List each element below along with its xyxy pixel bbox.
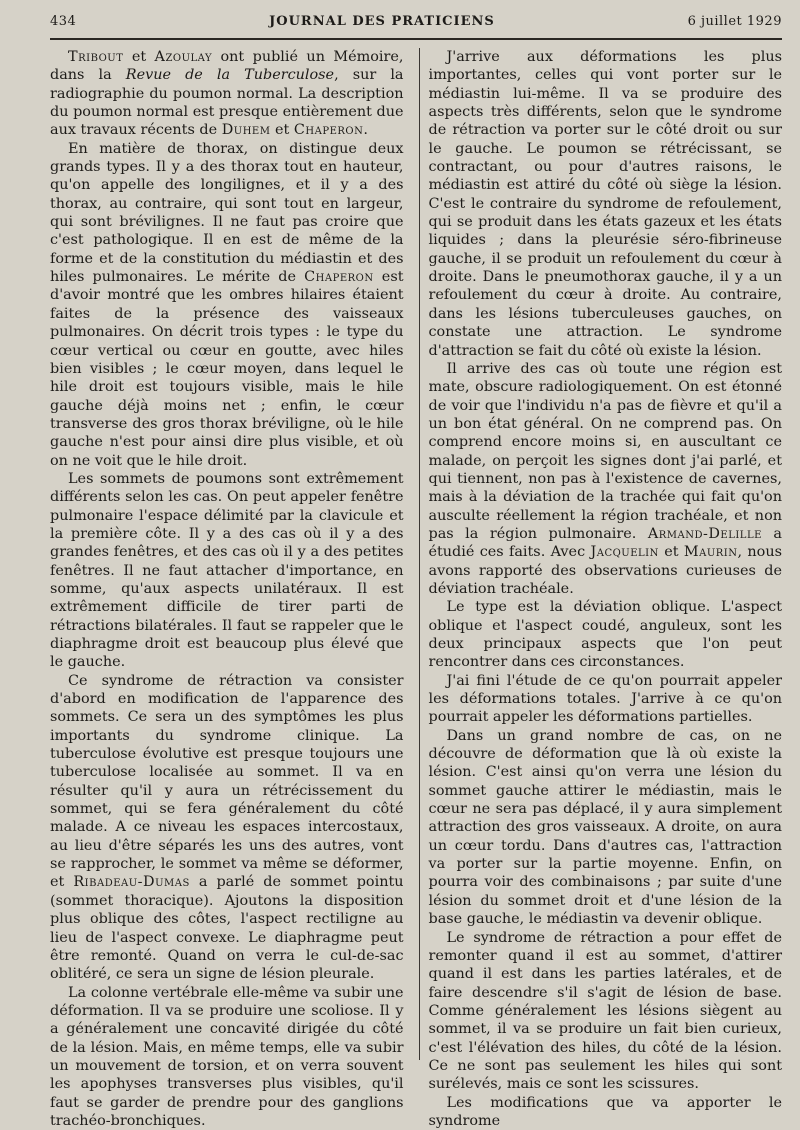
paragraph [50, 140, 404, 470]
author-name: Chaperon [304, 269, 374, 286]
author-name: Maurin [683, 544, 738, 561]
text-run: est d'avoir montré que les ombres hilaires étaient faites de la présence des vaisseaux pulmonaires. On décrit trois types : le type du cœur vertical ou cœur en goutte, avec hiles bien visibles ; le cœur moyen, dans lequel le hile droit est toujours visible, mais le hile gauche déjà moins net ; enfin, le cœur transverse des gros thorax bréviligne, où le hile gauche n'est pour ainsi dire plus visible, et où on ne voit que le hile droit. [50, 269, 404, 469]
author-name: Azoulay [154, 49, 213, 65]
paragraph [50, 672, 404, 984]
two-column-body [50, 48, 782, 1130]
page-number: 434 [50, 14, 77, 29]
text-run: et [123, 49, 155, 65]
paragraph: Dans un grand nombre de cas, on ne découvre de déformation que là où existe la lésion. C'est ainsi qu'on verra une lésion du sommet gauche attirer le médiastin, mais le cœur ne sera pas déplacé, il y aura simplement attraction des gros vaisseaux. A droite, on aura un cœur tordu. Dans d'autres cas, l'attraction va porter sur la partie moyenne. Enfin, on pourra voir des combinaisons ; par suite d'une lésion du sommet droit et d'une lésion de la base gauche, le médiastin va devenir oblique. [428, 727, 782, 928]
text-run: a parlé de sommet pointu (sommet thoracique). Ajoutons la disposition plus oblique des côtes, l'aspect rectiligne au lieu de l'aspect convexe. Le diaphragme peut être remonté. Quand on verra le cul-de-sac oblitéré, ce sera un signe de lésion pleurale. [50, 874, 404, 983]
paragraph [428, 360, 782, 598]
author-name: Ribadeau-Dumas [73, 874, 190, 891]
journal-name: Revue de la Tuberculose [125, 67, 335, 84]
journal-title: JOURNAL DES PRATICIENS [269, 14, 495, 29]
paragraph: Les modifications que va apporter le syndrome [428, 1094, 782, 1129]
text-run: , sur la radiographie du poumon normal. La description du poumon normal est presque entièrement due aux travaux récents de [50, 67, 404, 139]
paragraph: J'arrive aux déformations les plus importantes, celles qui vont porter sur le médiastin lui-même. Il va se produire des aspects très différents, selon que le syndrome de rétraction va porter sur le côté droit ou sur le gauche. Le poumon se rétrécissant, se contractant, ou pour d'autres raisons, le médiastin est attiré du côté où siège la lésion. C'est le contraire du syndrome de refoulement, qui se produit dans les états gazeux et les états liquides ; dans la pleurésie séro-fibrineuse gauche, il se produit un refoulement du cœur à droite. Dans le pneumothorax gauche, il y a un refoulement du cœur à droite. Au contraire, dans les lésions tuberculeuses gauches, on constate une attraction. Le syndrome d'attraction se fait du côté où existe la lésion. [428, 49, 782, 359]
column-divider [419, 48, 420, 1060]
text-run: et [270, 122, 294, 139]
author-name: Jacquelin [590, 544, 659, 561]
left-column [50, 48, 410, 1130]
right-column [428, 48, 782, 1130]
text-run: En matière de thorax, on distingue deux grands types. Il y a des thorax tout en hauteur, qu'on appelle des longilignes, et il y a des thorax, au contraire, qui sont tout en largeur, qui sont brévilignes. Il ne faut pas croire que c'est pathologique. Il en est de même de la forme et de la constitution du médiastin et des hiles pulmonaires. Le mérite de [50, 140, 404, 286]
issue-date: 6 juillet 1929 [687, 14, 782, 29]
text-run: Il arrive des cas où toute une région est mate, obscure radiologiquement. On est étonné de voir que l'individu n'a pas de fièvre et qu'il a un bon état général. On ne comprend pas. On comprend encore moins si, en auscultant ce malade, on perçoit les signes dont j'ai parlé, et qui tiennent, non pas à l'existence de cavernes, mais à la déviation de la trachée qui fait qu'on ausculte réellement la région trachéale, et non pas la région pulmonaire. [428, 360, 782, 542]
text-run: . [363, 122, 368, 139]
text-run: et [658, 544, 684, 561]
paragraph: J'ai fini l'étude de ce qu'on pourrait appeler les déformations totales. J'arrive à ce qu'on pourrait appeler les déformations partielles. [428, 672, 782, 726]
paragraph: Le syndrome de rétraction a pour effet de remonter quand il est au sommet, d'attirer quand il est dans les parties latérales, et de faire descendre s'il s'agit de lésion de base. Comme généralement les lésions siègent au sommet, il va se produire un fait bien curieux, c'est l'élévation des hiles, du côté de la lésion. Ce ne sont pas seulement les hiles qui sont surélevés, mais ce sont les scissures. [428, 929, 782, 1093]
author-name: Duhem [221, 122, 271, 139]
paragraph: Le type est la déviation oblique. L'aspect oblique et l'aspect coudé, anguleux, sont les deux principaux aspects que l'on peut rencontrer dans ces circonstances. [428, 599, 782, 671]
paragraph: Les sommets de poumons sont extrêmement différents selon les cas. On peut appeler fenêtre pulmonaire l'espace délimité par la clavicule et la première côte. Il y a des cas où il y a des grandes fenêtres, et des cas où il y a des petites fenêtres. Il ne faut attacher d'importance, en somme, qu'aux aspects unilatéraux. Il est extrêmement difficile de tirer parti de rétractions bilatérales. Il faut se rappeler que le diaphragme droit est beaucoup plus élevé que le gauche. [50, 470, 404, 671]
header-rule [50, 38, 782, 40]
paragraph [50, 48, 404, 140]
text-run: ont publié un Mémoire, dans la [50, 49, 404, 84]
text-run: a étudié ces faits. Avec [428, 525, 782, 561]
text-run: Ce syndrome de rétraction va consister d'abord en modification de l'apparence des sommets. Ce sera un des symptômes les plus importants du syndrome clinique. La tuberculose évolutive est presque toujours une tuberculose localisée au sommet. Il va en résulter qu'il y aura un rétrécissement du sommet, qui se fera généralement du côté malade. A ce niveau les espaces intercostaux, au lieu d'être séparés les uns des autres, vont se rapprocher, le sommet va même se déformer, et [50, 672, 404, 891]
paragraph: La colonne vertébrale elle-même va subir une déformation. Il va se produire une scoliose. Il y a généralement une concavité dirigée du côté de la lésion. Mais, en même temps, elle va subir un mouvement de torsion, et on verra souvent les apophyses transverses plus visibles, qu'il faut se garder de prendre pour des ganglions trachéo-bronchiques. [50, 984, 404, 1129]
text-run: , nous avons rapporté des observations curieuses de déviation trachéale. [428, 544, 782, 597]
running-header [50, 14, 782, 34]
author-name: Armand-Delille [647, 525, 762, 542]
author-name: Tribout [68, 49, 124, 65]
author-name: Chaperon [293, 122, 364, 139]
